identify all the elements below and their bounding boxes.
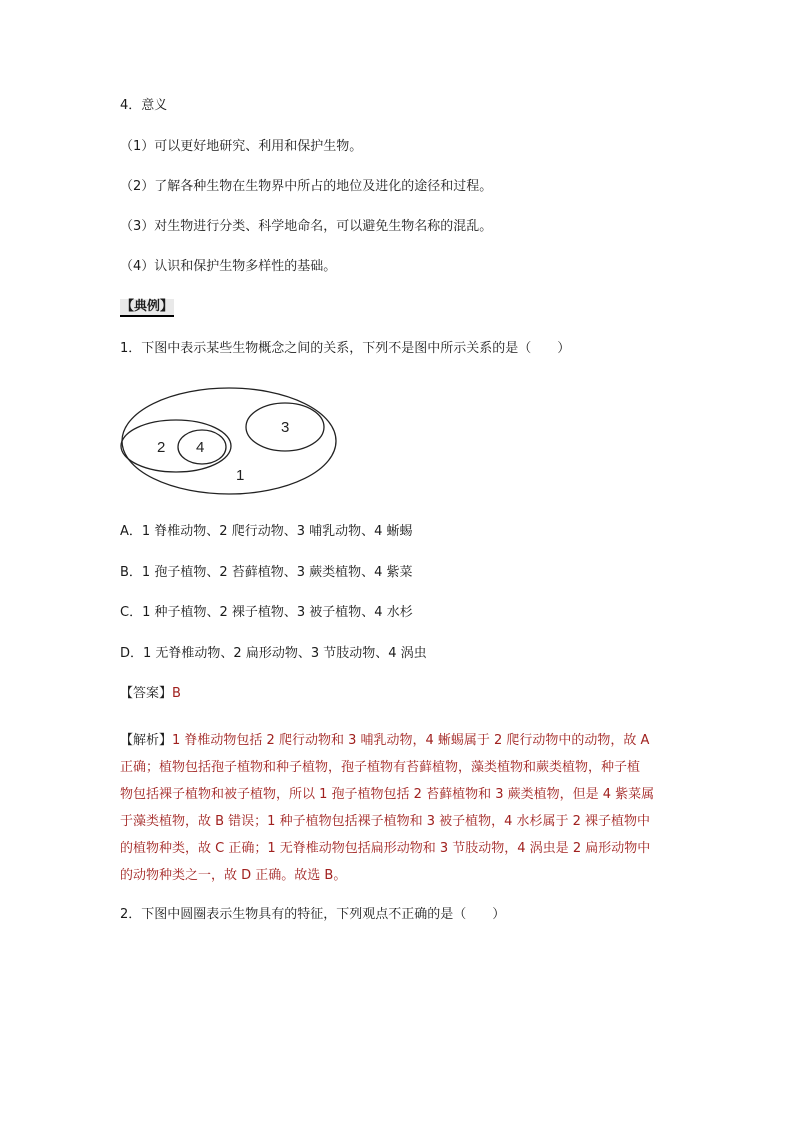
explanation-label: 【解析】: [120, 733, 173, 748]
explanation-line-2: 正确；植物包括孢子植物和种子植物，孢子植物有苔藓植物，藻类植物和蕨类植物，种子植: [120, 760, 641, 775]
point-2: （2）了解各种生物在生物界中所占的地位及进化的途径和过程。: [120, 179, 493, 194]
answer-line: [120, 685, 181, 703]
section-title: 4．意义: [120, 98, 168, 113]
ellipse-1: [122, 388, 336, 494]
answer-value: B: [172, 686, 181, 701]
point-3: （3）对生物进行分类、科学地命名，可以避免生物名称的混乱。: [120, 219, 493, 234]
answer-label: 【答案】: [120, 686, 173, 701]
point-1: （1）可以更好地研究、利用和保护生物。: [120, 139, 363, 154]
label-3: 3: [281, 419, 290, 436]
explanation: [120, 727, 680, 889]
explanation-line-3: 物包括裸子植物和被子植物，所以 1 孢子植物包括 2 苔藓植物和 3 蕨类植物，但是 4 紫菜属: [120, 787, 655, 802]
option-b: B．1 孢子植物、2 苔藓植物、3 蕨类植物、4 紫菜: [120, 565, 413, 580]
label-1: 1: [236, 467, 245, 484]
point-4: （4）认识和保护生物多样性的基础。: [120, 259, 337, 274]
option-c: C．1 种子植物、2 裸子植物、3 被子植物、4 水杉: [120, 605, 413, 620]
question-2-stem: 2．下图中圆圈表示生物具有的特征，下列观点不正确的是（ ）: [120, 907, 506, 922]
ellipse-2: [121, 420, 231, 472]
label-2: 2: [157, 439, 166, 456]
venn-diagram: [118, 384, 348, 504]
option-d: D．1 无脊椎动物、2 扁形动物、3 节肢动物、4 涡虫: [120, 646, 427, 661]
explanation-line-6: 的动物种类之一，故 D 正确。故选 B。: [120, 868, 347, 883]
explanation-line-5: 的植物种类，故 C 正确；1 无脊椎动物包括扁形动物和 3 节肢动物，4 涡虫是 2 扁形动物中: [120, 841, 651, 856]
example-heading: 【典例】: [120, 299, 174, 317]
explanation-line-4: 于藻类植物，故 B 错误；1 种子植物包括裸子植物和 3 被子植物，4 水杉属于 2 裸子植物中: [120, 814, 651, 829]
explanation-line-1: 【解析】1 脊椎动物包括 2 爬行动物和 3 哺乳动物，4 蜥蜴属于 2 爬行动物中的动物，故 A: [120, 733, 650, 748]
question-1-stem: 1．下图中表示某些生物概念之间的关系，下列不是图中所示关系的是（ ）: [120, 341, 571, 356]
option-a: A．1 脊椎动物、2 爬行动物、3 哺乳动物、4 蜥蜴: [120, 524, 413, 539]
label-4: 4: [196, 439, 205, 456]
